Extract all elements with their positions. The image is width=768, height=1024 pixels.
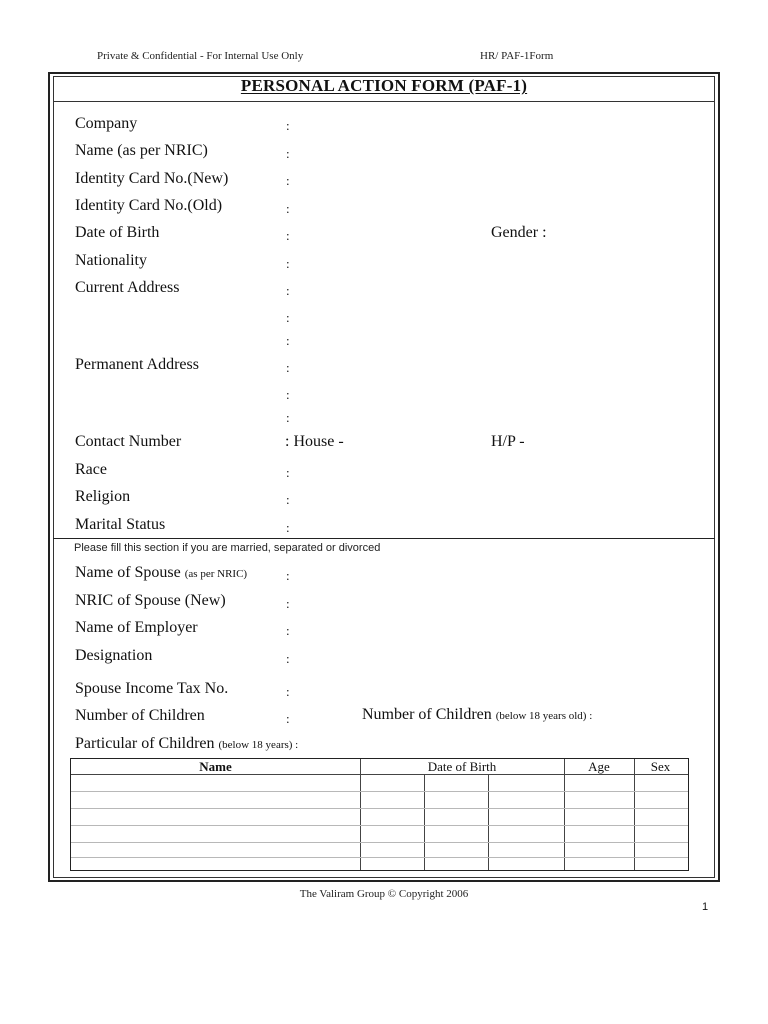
label-designation: Designation (75, 647, 153, 664)
children-dob-cells[interactable] (361, 775, 564, 870)
colon: : (286, 228, 290, 243)
children-table (70, 758, 689, 871)
colon: : (286, 146, 290, 161)
label-name: Name (as per NRIC) (75, 142, 208, 159)
colon: : (286, 568, 290, 583)
current-address-input[interactable] (300, 278, 700, 348)
label-nationality: Nationality (75, 252, 147, 269)
race-input[interactable] (300, 460, 700, 482)
colon: : (286, 173, 290, 188)
children-name-cells[interactable] (71, 775, 360, 870)
label-dob: Date of Birth (75, 224, 160, 241)
designation-input[interactable] (300, 646, 700, 668)
label-contact-number: Contact Number (75, 433, 182, 450)
colon: : (286, 492, 290, 507)
colon: : (286, 283, 290, 298)
spouse-tax-input[interactable] (300, 679, 700, 701)
colon: : (286, 623, 290, 638)
header-date-of-birth: Date of Birth (427, 759, 497, 774)
label-gender: Gender : (491, 224, 547, 241)
colon: : (286, 256, 290, 271)
label-name-of-spouse: Name of Spouse (as per NRIC) (75, 564, 248, 581)
permanent-address-input[interactable] (300, 355, 700, 425)
colon: : (286, 333, 290, 348)
colon: : (286, 387, 290, 402)
label-house: : House - (285, 433, 344, 450)
religion-input[interactable] (300, 487, 700, 509)
nationality-input[interactable] (300, 251, 700, 273)
colon: : (286, 684, 290, 699)
colon: : (286, 651, 290, 666)
colon: : (286, 360, 290, 375)
hp-input[interactable] (540, 432, 700, 454)
spouse-nric-input[interactable] (300, 591, 700, 613)
label-company: Company (75, 115, 138, 132)
label-nric-of-spouse: NRIC of Spouse (New) (75, 592, 226, 609)
label-current-address: Current Address (75, 279, 180, 296)
ic-old-input[interactable] (300, 196, 700, 218)
marital-status-input[interactable] (300, 515, 700, 535)
children-count-input[interactable] (300, 706, 355, 728)
children-age-cells[interactable] (565, 775, 634, 870)
house-phone-input[interactable] (360, 432, 480, 454)
label-children-below-18: Number of Children (below 18 years old) : (362, 706, 593, 723)
colon: : (286, 201, 290, 216)
label-religion: Religion (75, 488, 131, 505)
form-title: PERSONAL ACTION FORM (PAF-1) (240, 76, 528, 95)
colon: : (286, 465, 290, 480)
page-number: 1 (702, 901, 709, 913)
title-rule (53, 101, 715, 102)
label-race: Race (75, 461, 107, 478)
gender-input[interactable] (556, 223, 706, 245)
label-permanent-address: Permanent Address (75, 356, 199, 373)
name-input[interactable] (300, 141, 700, 163)
copyright: The Valiram Group © Copyright 2006 (299, 888, 469, 900)
colon: : (286, 520, 290, 535)
colon: : (286, 310, 290, 325)
label-ic-old: Identity Card No.(Old) (75, 197, 223, 214)
label-marital-status: Marital Status (75, 516, 166, 533)
header-sex: Sex (650, 759, 671, 774)
label-number-of-children: Number of Children (75, 707, 205, 724)
company-input[interactable] (300, 114, 700, 136)
dob-input[interactable] (300, 223, 480, 245)
confidential-note: Private & Confidential - For Internal Use Only (97, 50, 304, 62)
ic-new-input[interactable] (300, 169, 700, 191)
header-age: Age (588, 759, 610, 774)
children-sex-cells[interactable] (635, 775, 687, 870)
colon: : (286, 410, 290, 425)
form-code: HR/ PAF-1Form (480, 50, 554, 62)
children-below-18-input[interactable] (628, 706, 708, 728)
label-hp: H/P - (491, 433, 525, 450)
spouse-name-input[interactable] (300, 563, 700, 585)
section-divider (53, 538, 715, 539)
label-ic-new: Identity Card No.(New) (75, 170, 229, 187)
spouse-section-note: Please fill this section if you are married, separated or divorced (74, 542, 381, 554)
header-name: Name (199, 759, 232, 774)
colon: : (286, 711, 290, 726)
label-spouse-tax: Spouse Income Tax No. (75, 680, 229, 697)
label-name-of-employer: Name of Employer (75, 619, 198, 636)
colon: : (286, 118, 290, 133)
label-particular-children: Particular of Children (below 18 years) : (75, 735, 299, 752)
colon: : (286, 596, 290, 611)
employer-input[interactable] (300, 618, 700, 640)
